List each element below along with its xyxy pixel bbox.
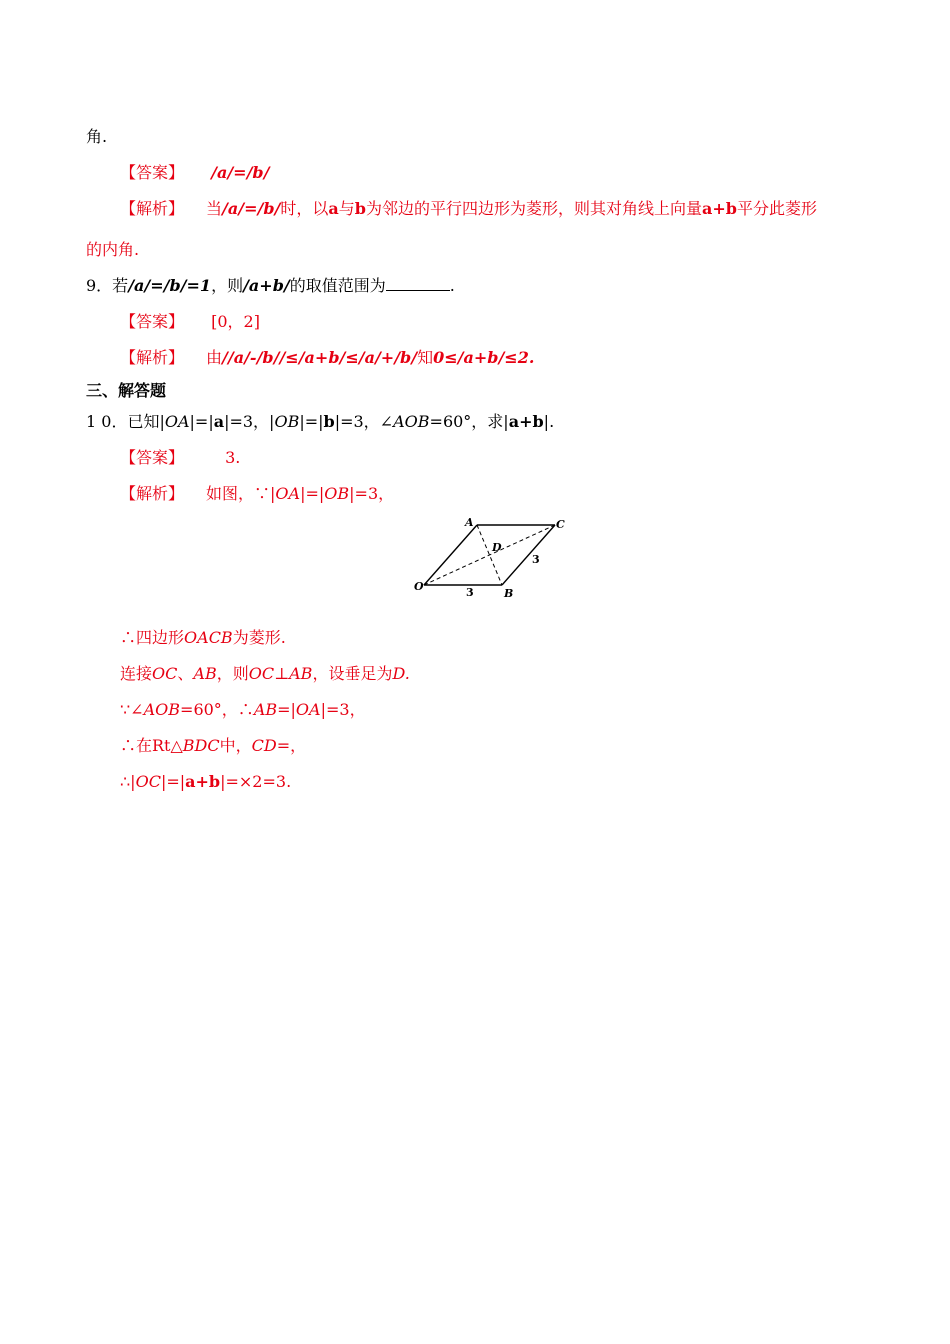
solution-text: ∴在Rt△ [120,736,183,755]
segment-cd: CD [251,736,277,755]
analysis-text: 平分此菱形 [736,199,817,218]
answer-text: [0，2] [211,312,260,331]
solution-text: =60°，∴ [180,700,254,719]
segment-ab: AB [289,664,313,683]
solution-line-1 [120,628,286,648]
solution-text: |=3， [320,700,366,719]
vector-oa: OA [164,412,190,431]
question-text: |=| [189,412,214,431]
vector-ob: OB [324,484,350,503]
label-side-bc: 3 [532,553,540,566]
segment-oc: OC [248,664,275,683]
side-bc [502,525,555,585]
vector-oc: OC [135,772,161,791]
segment-ab: AB [253,700,278,719]
q9-question [86,276,455,296]
vector-oa: OA [275,484,301,503]
label-d: D [492,541,502,554]
solution-text: 连接 [120,664,153,683]
solution-line-3 [120,700,366,720]
solution-text: ∴| [120,772,136,791]
vector-a-plus-b: a+b [508,412,544,431]
solution-line-2 [120,664,410,684]
question-text: |=3，| [224,412,275,431]
analysis-text: 如图，∵| [206,484,276,503]
answer-tag: 【答案】 [120,163,185,182]
solution-text: =， [276,736,307,755]
analysis-text: 知 [417,348,434,367]
question-text: ，则 [211,276,244,295]
solution-text: ∵∠ [120,700,144,719]
question-number: 1 0．已知 [86,412,160,431]
solution-text: 为菱形. [232,628,286,647]
analysis-text: |=3， [349,484,395,503]
answer-tag: 【答案】 [120,312,185,331]
angle-aob: AOB [393,412,430,431]
label-c: C [556,518,565,531]
label-a: A [465,516,474,529]
question-text: =60°，求| [429,412,509,431]
question-text: |. [543,412,555,431]
triangle-bdc: BDC [182,736,220,755]
vector-b: b [354,199,366,218]
question-math: /a/=/b/=1 [128,276,212,295]
vector-ob: OB [274,412,300,431]
prev-question-tail [86,127,107,147]
analysis-text: |=| [300,484,325,503]
answer-tag: 【答案】 [120,448,185,467]
solution-text: ，设垂足为 [312,664,393,683]
analysis-tag: 【解析】 [120,484,185,503]
q10-answer [120,448,240,468]
quad-oacb: OACB [184,628,233,647]
section-title-text: 三、解答题 [86,381,167,400]
segment-ab: AB [193,664,217,683]
analysis-text: 当 [206,199,223,218]
analysis-text: 时，以 [280,199,329,218]
answer-text: /a/=/b/ [211,163,270,182]
vector-oa: OA [295,700,321,719]
prev-tail-text: 角. [86,127,108,146]
solution-text: =| [277,700,296,719]
question-text: | [159,412,165,431]
vector-a-plus-b: a+b [185,772,221,791]
label-side-ob: 3 [466,586,474,599]
solution-text: ∴四边形 [120,628,185,647]
solution-text: |=×2=3. [220,772,292,791]
q10-analysis [120,484,394,504]
solution-text: ⊥ [274,664,290,683]
side-oa [424,525,477,585]
question-text: 的取值范围为 [289,276,386,295]
analysis-text: 与 [338,199,355,218]
solution-text: ，则 [216,664,249,683]
question-text: |=3，∠ [334,412,394,431]
analysis-text: 的内角. [86,240,140,259]
question-text: |=| [299,412,324,431]
analysis-math: //a/-/b//≤/a+b/≤/a/+/b/ [222,348,418,367]
analysis-tag: 【解析】 [120,348,185,367]
angle-aob: AOB [143,700,181,719]
solution-text: 中， [219,736,252,755]
section-title [86,381,166,401]
question-math: /a+b/ [243,276,290,295]
vector-a: a [213,412,225,431]
rhombus-figure [412,512,582,602]
vector-b: b [323,412,335,431]
vector-a: a [328,199,339,218]
vector-a-plus-b: a+b [701,199,737,218]
solution-text: 、 [177,664,194,683]
q9-answer [120,312,260,332]
question-number: 9．若 [86,276,129,295]
analysis-text: 为邻边的平行四边形为菱形，则其对角线上向量 [365,199,702,218]
analysis-math: 0≤/a+b/≤2. [433,348,535,367]
solution-text: |=| [160,772,186,791]
q9-analysis [120,348,534,368]
q8-analysis [120,199,817,219]
q8-answer [120,163,269,183]
q10-question [86,412,554,432]
analysis-math: /a/=/b/ [222,199,281,218]
analysis-tag: 【解析】 [120,199,185,218]
q8-analysis-line2 [86,240,139,260]
label-o: O [414,580,424,593]
segment-oc: OC [152,664,178,683]
label-b: B [504,587,514,600]
solution-line-4 [120,736,306,756]
analysis-text: 由 [206,348,223,367]
question-text: . [449,276,455,295]
answer-blank [386,276,450,291]
solution-line-5 [120,772,291,792]
point-d: D. [392,664,410,683]
answer-text: 3. [225,448,241,467]
